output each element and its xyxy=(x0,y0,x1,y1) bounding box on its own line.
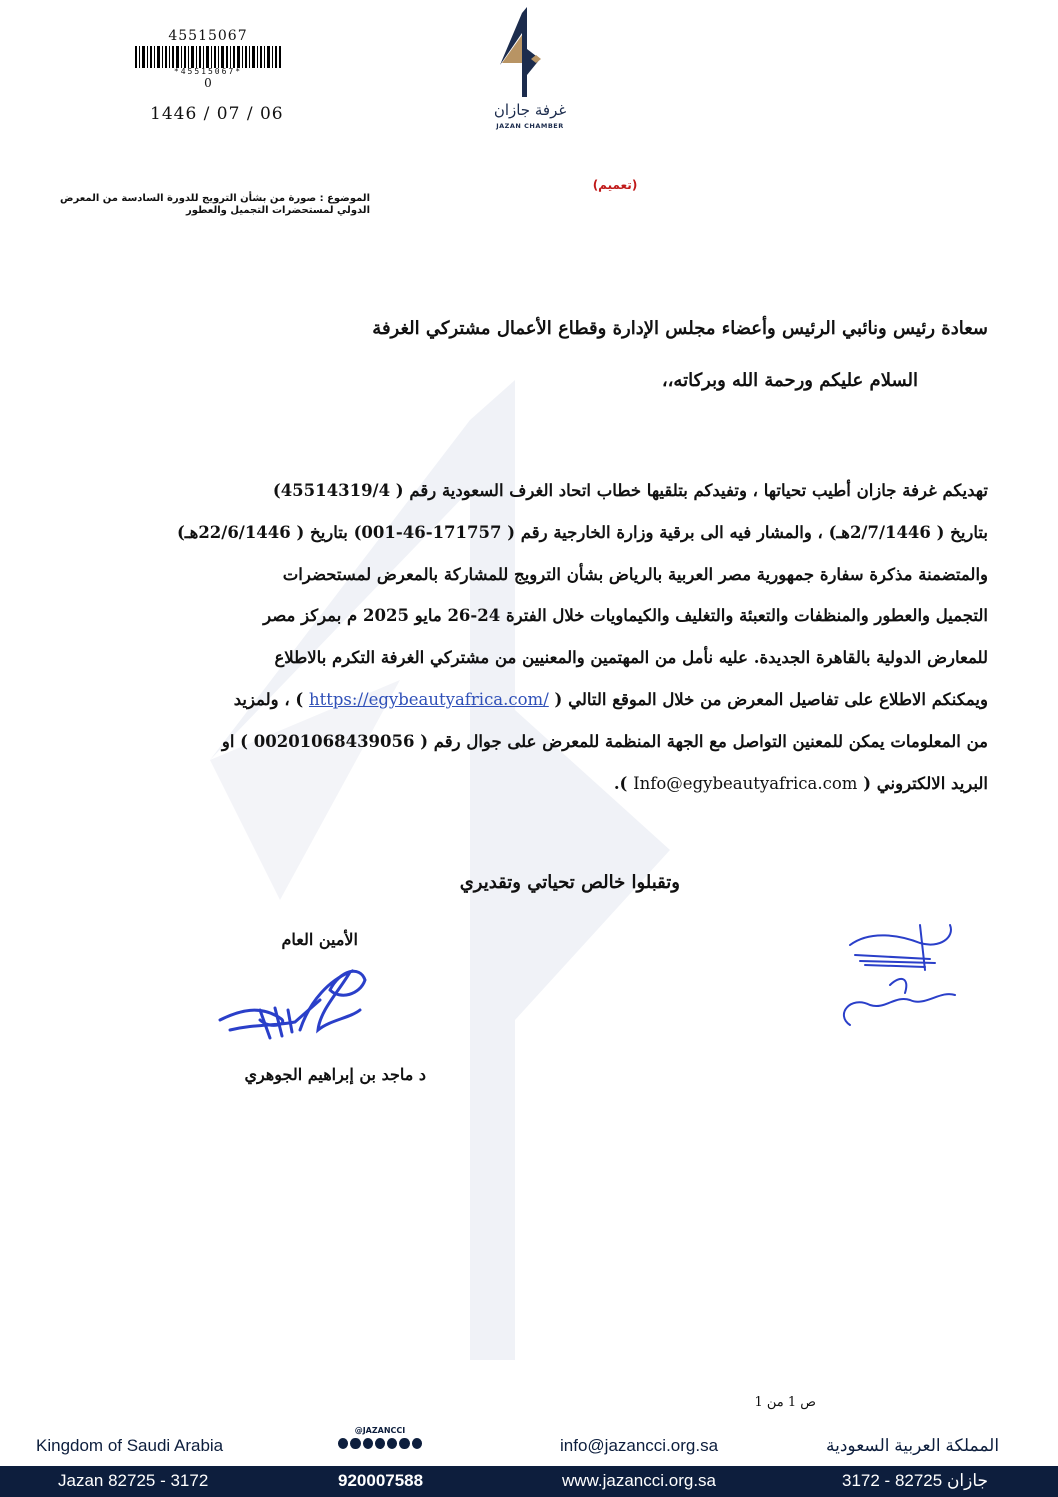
page-number: ص 1 من 1 xyxy=(754,1395,816,1410)
signature-image xyxy=(200,960,380,1060)
youtube-icon[interactable] xyxy=(387,1438,397,1449)
facebook-icon[interactable] xyxy=(363,1438,373,1449)
body-line xyxy=(58,679,988,721)
barcode-number: 45515067 xyxy=(168,28,248,44)
footer-phone[interactable]: 920007588 xyxy=(338,1471,424,1490)
logo-english-text: JAZAN CHAMBER xyxy=(496,122,564,130)
body-text: البريد الالكتروني ( xyxy=(863,773,988,793)
snapchat-icon[interactable] xyxy=(338,1438,348,1449)
footer-address-en: Jazan 82725 - 3172 xyxy=(58,1471,209,1490)
initials-image xyxy=(830,915,970,1045)
website-link[interactable]: https://egybeautyafrica.com/ xyxy=(308,689,549,709)
tiktok-icon[interactable] xyxy=(399,1438,409,1449)
body-line: تهديكم غرفة جازان أطيب تحياتها ، وتفيدكم بتلقيها خطاب اتحاد الغرف السعودية رقم ( 45514319/4) xyxy=(272,481,988,500)
body-line: والمتضمنة مذكرة سفارة جمهورية مصر العربية بالرياض بشأن الترويج للمشاركة بالمعرض لمستحضرات xyxy=(282,564,988,584)
letter-body xyxy=(58,470,988,804)
greeting: السلام عليكم ورحمة الله وبركاته،، xyxy=(661,370,918,391)
addressee: سعادة رئيس ونائبي الرئيس وأعضاء مجلس الإدارة وقطاع الأعمال مشتركي الغرفة xyxy=(372,318,988,339)
instagram-icon[interactable] xyxy=(375,1438,385,1449)
barcode-caption: *45515067* xyxy=(173,67,243,76)
barcode-block xyxy=(128,28,288,90)
footer-bar xyxy=(0,1466,1058,1497)
subject-line: الموضوع : صورة من بشأن الترويج للدورة السادسة من المعرض الدولي لمستحضرات التجميل والعطور xyxy=(60,193,370,216)
body-line: بتاريخ ( 2/7/1446هـ) ، والمشار فيه الى برقية وزارة الخارجية رقم ( 171757-46-001) بتاريخ ( 22/6/1446هـ) xyxy=(176,522,988,542)
body-text: ). xyxy=(613,773,628,793)
jazan-chamber-logo xyxy=(480,5,580,135)
footer-country-ar: المملكة العربية السعودية xyxy=(826,1436,1000,1455)
footer-country-en: Kingdom of Saudi Arabia xyxy=(36,1436,224,1455)
body-line: من المعلومات يمكن للمعنين التواصل مع الجهة المنظمة للمعرض على جوال رقم ( 00201068439056 ) او xyxy=(221,731,988,751)
footer-email[interactable]: info@jazancci.org.sa xyxy=(560,1436,719,1455)
social-handle: @JAZANCCI xyxy=(354,1426,406,1435)
body-line xyxy=(58,763,988,805)
closing-line: وتقبلوا خالص تحياتي وتقديري xyxy=(459,872,680,893)
footer-address-ar: جازان 82725 - 3172 xyxy=(842,1471,989,1490)
barcode-icon xyxy=(133,46,283,68)
circular-tag: (تعميم) xyxy=(592,178,638,192)
twitter-icon[interactable] xyxy=(350,1438,360,1449)
signatory-name: د ماجد بن إبراهيم الجوهري xyxy=(244,1065,426,1084)
signatory-title: الأمين العام xyxy=(281,930,358,949)
linkedin-icon[interactable] xyxy=(412,1438,422,1449)
footer-contacts xyxy=(0,1422,1058,1469)
logo-arabic-text: غرفة جازان xyxy=(493,101,567,119)
email-address: Info@egybeautyafrica.com xyxy=(633,773,858,793)
body-line: للمعارض الدولية بالقاهرة الجديدة. عليه نأمل من المهتمين والمعنيين من مشتركي الغرفة التكرم بالاطلاع xyxy=(274,648,988,668)
barcode-suffix: 0 xyxy=(204,76,212,90)
body-text: ويمكنكم الاطلاع على تفاصيل المعرض من خلال الموقع التالي ( xyxy=(554,689,988,709)
body-text: ) ، ولمزيد xyxy=(233,689,304,709)
body-line: التجميل والعطور والمنظفات والتعبئة والتغليف والكيماويات خلال الفترة 24-26 مايو 2025 م بمركز مصر xyxy=(263,606,988,626)
footer-website[interactable]: www.jazancci.org.sa xyxy=(562,1471,717,1490)
social-icons xyxy=(338,1438,422,1450)
chamber-emblem-icon xyxy=(480,5,580,101)
document-date: 1446 / 07 / 06 xyxy=(150,104,284,124)
